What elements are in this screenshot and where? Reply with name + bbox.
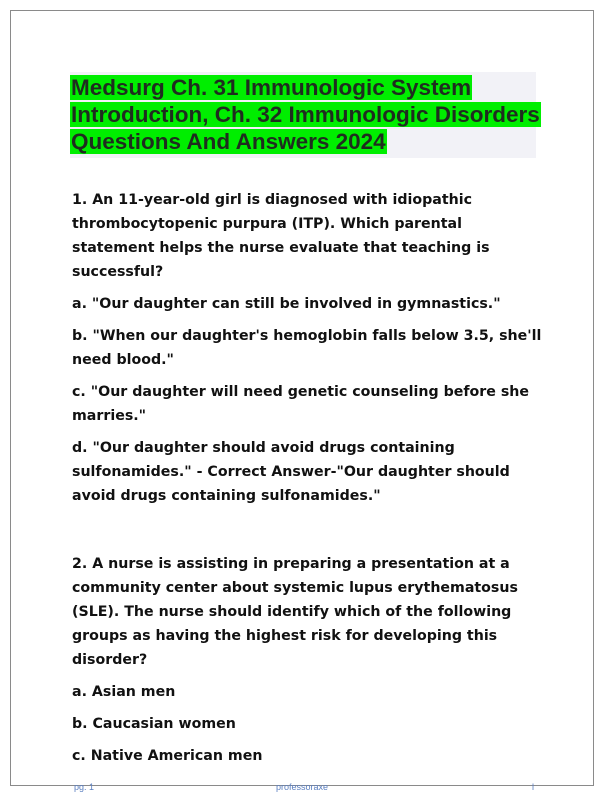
question-2-option-a: a. Asian men [72,684,176,700]
question-2-option-b: b. Caucasian women [72,716,236,732]
question-1-text: 1. An 11-year-old girl is diagnosed with idiopathic thrombocytopenic purpura (ITP). Which parental statement helps the nurse evaluate that teaching is successful? [72,192,490,280]
question-2-text: 2. A nurse is assisting in preparing a presentation at a community center about systemic lupus erythematosus (SLE). The nurse should identify which of the following groups as having the highest risk for developing this disorder? [72,556,518,668]
question-1-option-a: a. "Our daughter can still be involved in gymnastics." [72,296,501,312]
question-2-option-c: c. Native American men [72,748,263,764]
document-title-text: Medsurg Ch. 31 Immunologic System Introduction, Ch. 32 Immunologic Disorders Questions And Answers 2024 [71,75,540,154]
footer-author: professoraxe [276,782,329,792]
question-1-option-c: c. "Our daughter will need genetic counseling before she marries." [72,384,529,424]
question-list [72,188,542,768]
question-1-option-b: b. "When our daughter's hemoglobin falls below 3.5, she'll need blood." [72,328,542,368]
question-1-option-d: d. "Our daughter should avoid drugs containing sulfonamides." - Correct Answer-"Our daughter should avoid drugs containing sulfonamides." [72,440,510,504]
document-title [70,74,540,155]
footer-mark: l [532,782,534,792]
footer-page-number: pg. 1 [74,782,95,792]
